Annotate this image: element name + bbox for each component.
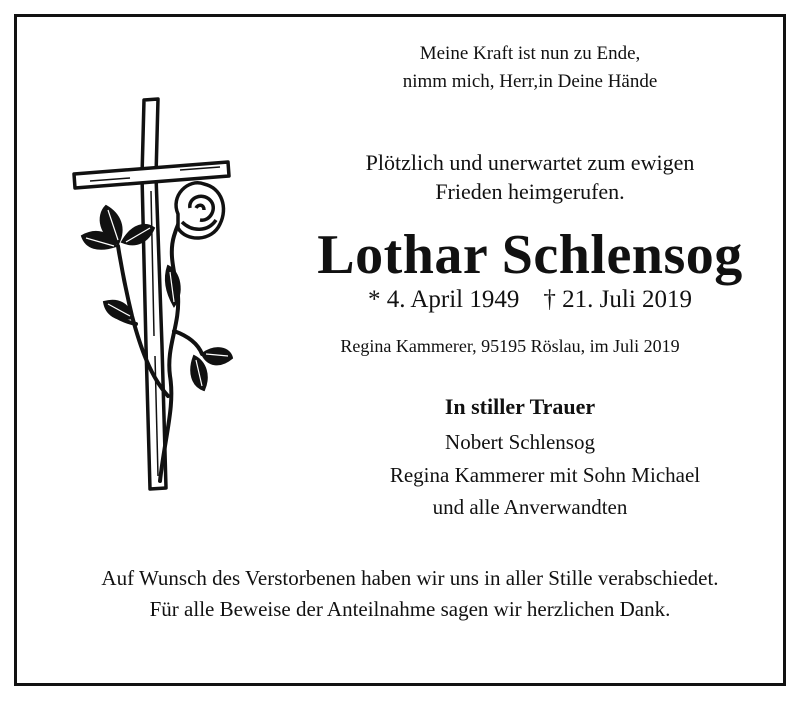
closing-line-1: Auf Wunsch des Verstorbenen haben wir uns in aller Stille verabschiedet.	[101, 566, 719, 590]
deceased-name: Lothar Schlensog	[317, 224, 743, 286]
death-date: † 21. Juli 2019	[543, 286, 693, 313]
mourning-title: In stiller Trauer	[444, 394, 596, 419]
intro-line-1: Plötzlich und unerwartet zum ewigen	[365, 150, 695, 175]
cross-with-rose-icon	[70, 96, 235, 491]
poem-line-1: Meine Kraft ist nun zu Ende,	[419, 43, 641, 64]
address-line: Regina Kammerer, 95195 Röslau, im Juli 2019	[340, 336, 680, 356]
intro-line-2: Frieden heimgerufen.	[435, 179, 625, 204]
closing-line-2: Für alle Beweise der Anteilnahme sagen wir herzlichen Dank.	[149, 597, 671, 621]
mourner-1: Nobert Schlensog	[445, 430, 595, 454]
birth-date: * 4. April 1949	[367, 286, 520, 313]
mourner-3: und alle Anverwandten	[432, 495, 628, 519]
life-dates	[320, 284, 740, 316]
poem-line-2: nimm mich, Herr,in Deine Hände	[402, 71, 658, 92]
mourner-2: Regina Kammerer mit Sohn Michael	[389, 463, 701, 487]
